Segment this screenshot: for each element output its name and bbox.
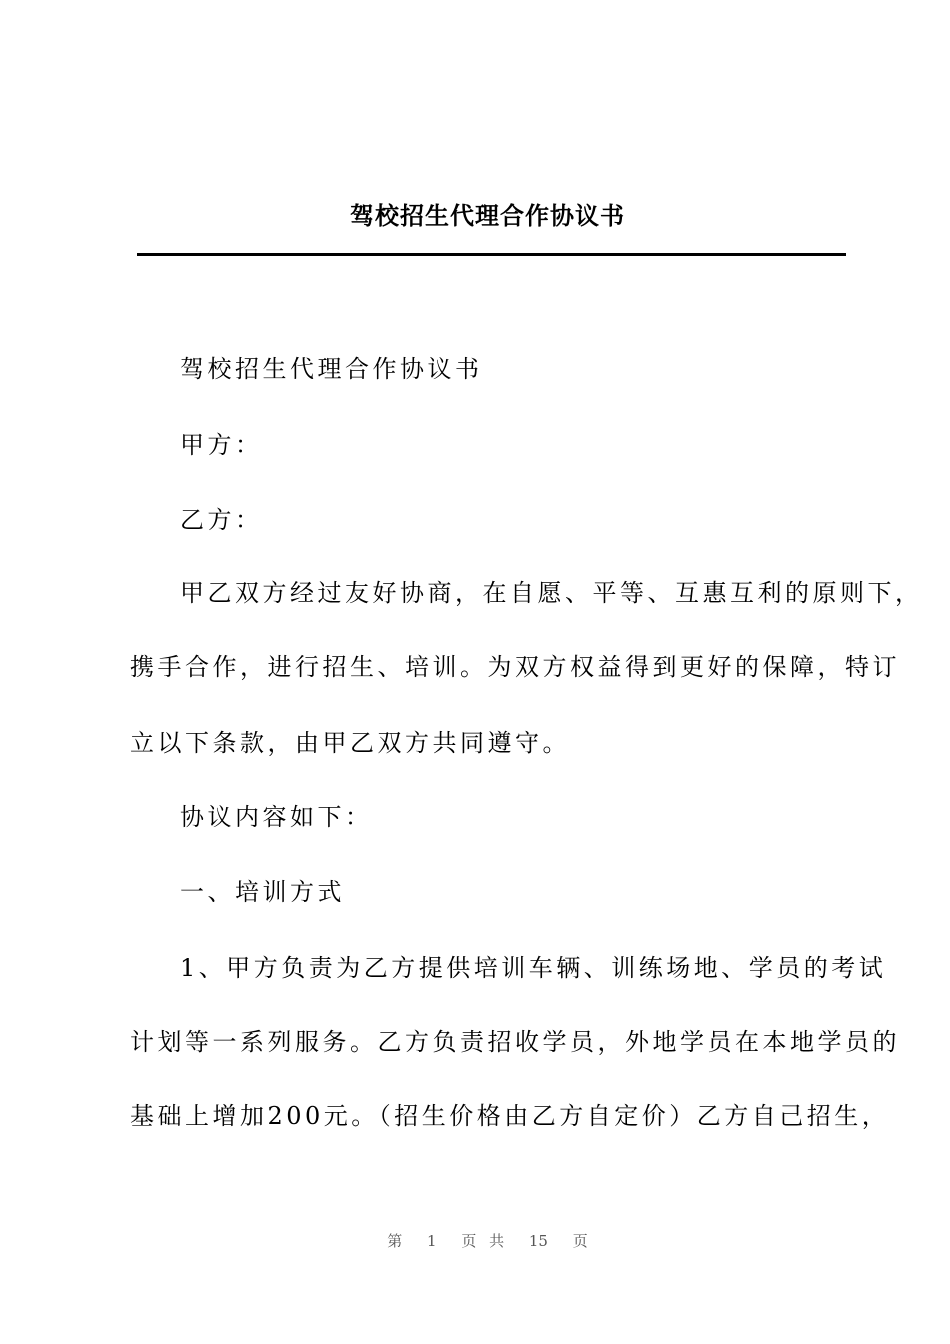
body-line-clause-1c: 基础上增加200元。（招生价格由乙方自定价）乙方自己招生， bbox=[130, 1102, 890, 1130]
footer-page-number: 1 bbox=[427, 1232, 437, 1250]
title-divider bbox=[137, 253, 846, 256]
body-line-intro-2: 携手合作，进行招生、培训。为双方权益得到更好的保障，特订 bbox=[130, 653, 900, 681]
body-line-clause-1b: 计划等一系列服务。乙方负责招收学员，外地学员在本地学员的 bbox=[130, 1028, 900, 1056]
body-line-clause-1a: 1、甲方负责为乙方提供培训车辆、训练场地、学员的考试 bbox=[180, 954, 887, 982]
body-line-content-heading: 协议内容如下： bbox=[180, 803, 373, 831]
footer-middle: 页 共 bbox=[461, 1232, 505, 1250]
body-line-party-a: 甲方： bbox=[180, 431, 263, 459]
body-line-subtitle: 驾校招生代理合作协议书 bbox=[180, 355, 483, 383]
body-line-intro-1: 甲乙双方经过友好协商，在自愿、平等、互惠互利的原则下， bbox=[180, 579, 923, 607]
footer-suffix: 页 bbox=[572, 1232, 588, 1250]
page-title: 驾校招生代理合作协议书 bbox=[350, 201, 625, 230]
footer-total-pages: 15 bbox=[528, 1232, 548, 1250]
footer-prefix: 第 bbox=[387, 1232, 403, 1250]
body-line-party-b: 乙方： bbox=[180, 506, 263, 534]
body-line-intro-3: 立以下条款，由甲乙双方共同遵守。 bbox=[130, 729, 570, 757]
section-heading-training: 一、培训方式 bbox=[180, 878, 345, 906]
page-footer bbox=[0, 1230, 950, 1251]
